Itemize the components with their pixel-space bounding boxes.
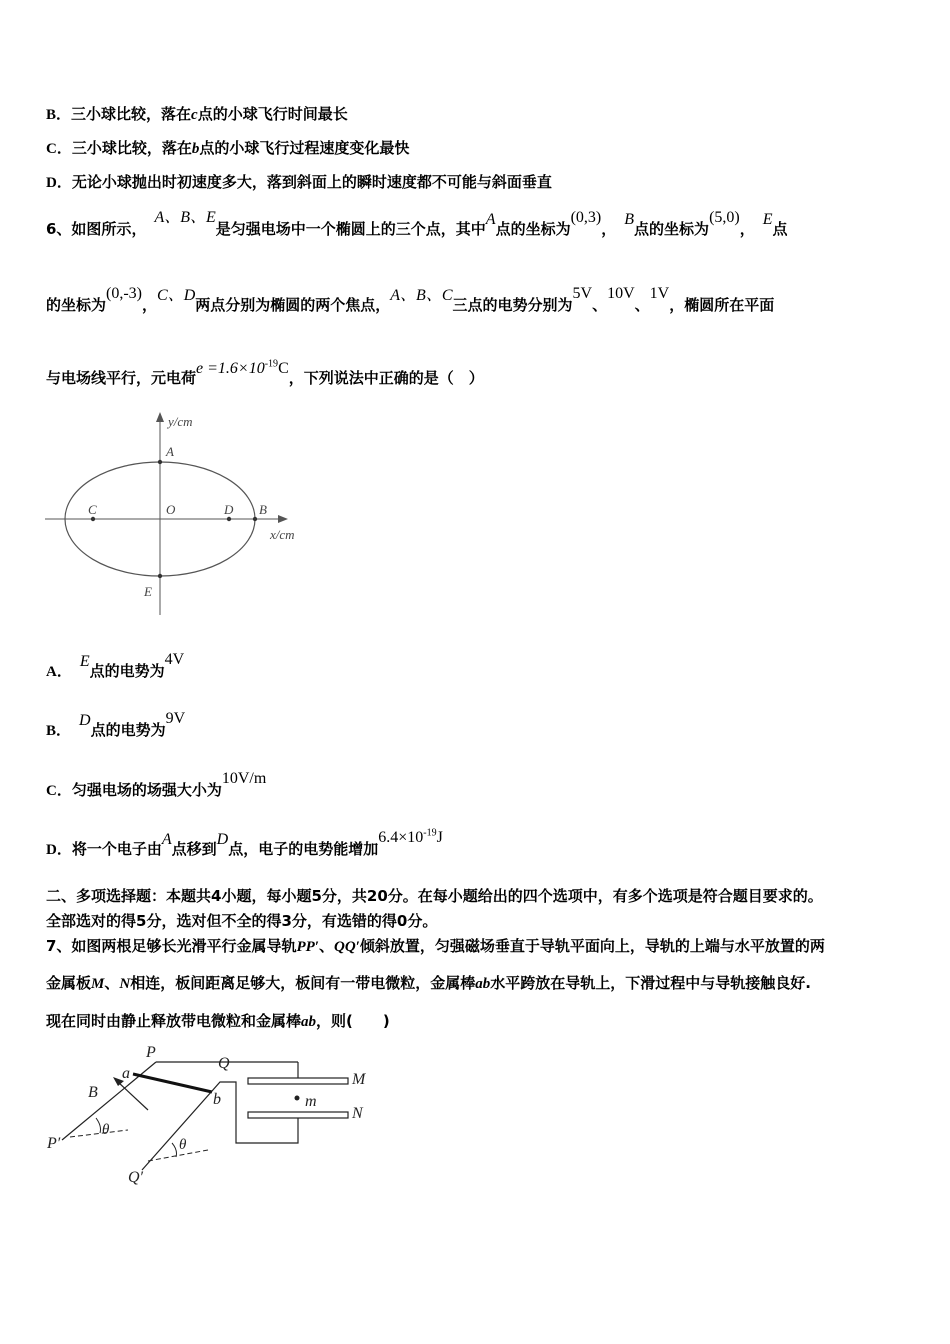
- q5-option-b: B．三小球比较，落在c点的小球飞行时间最长: [46, 105, 348, 123]
- q7-stem-line-3: 现在同时由静止释放带电微粒和金属棒ab，则( ): [46, 1012, 390, 1030]
- label-o: O: [166, 502, 176, 517]
- label-plate-m: M: [352, 1071, 366, 1088]
- point-c: [91, 517, 95, 521]
- q6-option-b: B．D点的电势为9V: [46, 710, 186, 739]
- field-arrow-b: [118, 1082, 148, 1110]
- rails-capacitor-diagram: [40, 1040, 380, 1190]
- q7-stem-line-2: 金属板M、N相连，板间距离足够大，板间有一带电微粒，金属棒ab水平跨放在导轨上，下滑过程中与导轨接触良好.: [46, 974, 811, 992]
- point-e: [158, 574, 162, 578]
- particle-m: [295, 1096, 300, 1101]
- angle-arc-q: [172, 1143, 177, 1157]
- y-axis-label: y/cm: [168, 414, 193, 429]
- label-field-b: B: [88, 1084, 98, 1101]
- section-2-heading: 二、多项选择题：本题共4小题，每小题5分，共20分。在每小题给出的四个选项中，有多个选项是符合题目要求的。: [46, 887, 823, 905]
- q5-option-c: C．三小球比较，落在b点的小球飞行过程速度变化最快: [46, 139, 410, 157]
- q6-stem-line-3: 与电场线平行，元电荷$e =1.6\times 10^{-19}C$，下列说法中正确的是（ ）: [46, 358, 484, 387]
- label-p: P: [146, 1044, 156, 1061]
- plate-m: [248, 1078, 348, 1084]
- point-d: [227, 517, 231, 521]
- point-b: [253, 517, 257, 521]
- q6-stem-line-1: 6、如图所示，A、B、E是匀强电场中一个椭圆上的三个点，其中A点的坐标为(0,3)，B点的坐标为(5,0)，E点: [46, 209, 788, 238]
- label-particle-m: m: [305, 1093, 317, 1110]
- label-a: a: [122, 1065, 130, 1082]
- label-plate-n: N: [352, 1105, 363, 1122]
- plate-n: [248, 1112, 348, 1118]
- x-axis-arrow: [278, 515, 288, 523]
- q6-option-a: A．E点的电势为4V: [46, 651, 185, 680]
- label-a: A: [166, 444, 174, 459]
- label-d: D: [224, 502, 234, 517]
- ground-dash-p: [70, 1130, 128, 1137]
- x-axis-label: x/cm: [270, 527, 295, 542]
- label-q: Q: [218, 1055, 230, 1072]
- y-axis-arrow: [156, 412, 164, 422]
- ground-dash-q: [148, 1150, 208, 1161]
- label-theta-1: θ: [102, 1122, 110, 1138]
- angle-arc-p: [96, 1118, 101, 1133]
- label-b: b: [213, 1091, 221, 1108]
- label-c: C: [88, 502, 97, 517]
- label-e: E: [144, 584, 152, 599]
- label-p-prime: P′: [47, 1135, 61, 1152]
- label-q-prime: Q′: [128, 1169, 144, 1186]
- section-2-scoring: 全部选对的得5分，选对但不全的得3分，有选错的得0分。: [46, 912, 438, 930]
- label-theta-2: θ: [179, 1137, 187, 1153]
- rod-ab: [133, 1074, 212, 1092]
- ellipse-field-diagram: [40, 408, 320, 623]
- q7-stem-line-1: 7、如图两根足够长光滑平行金属导轨PP′、QQ′倾斜放置，匀强磁场垂直于导轨平面向上，导轨的上端与水平放置的两: [46, 937, 825, 955]
- point-a: [158, 460, 162, 464]
- label-b: B: [259, 502, 267, 517]
- q5-option-d: D．无论小球抛出时初速度多大，落到斜面上的瞬时速度都不可能与斜面垂直: [46, 173, 552, 191]
- q6-option-d: D．将一个电子由A点移到D点，电子的电势能增加$6.4\times 10^{-19}J$: [46, 827, 443, 858]
- q6-stem-line-2: 的坐标为(0,-3)，C、D两点分别为椭圆的两个焦点，A、B、C三点的电势分别为5V、10V、1V，椭圆所在平面: [46, 285, 775, 314]
- q6-option-c: C．匀强电场的场强大小为10V/m: [46, 770, 267, 799]
